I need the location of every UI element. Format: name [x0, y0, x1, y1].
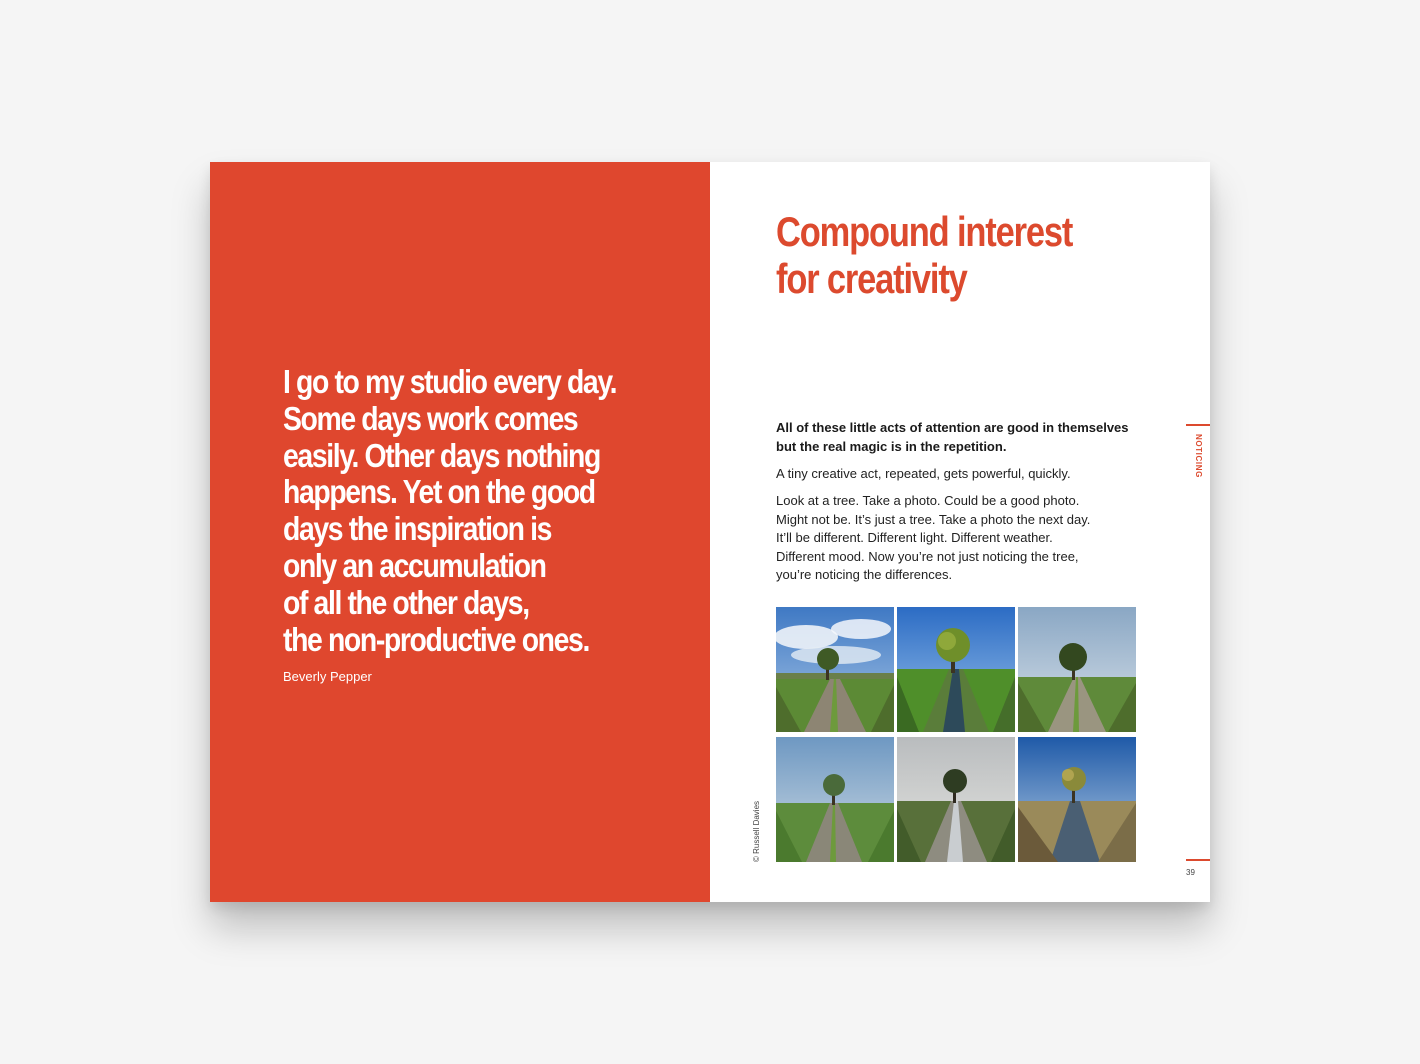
pull-quote [283, 364, 636, 658]
body-line: It’ll be different. Different light. Different weather. [776, 530, 1053, 545]
body-line: Might not be. It’s just a tree. Take a photo the next day. [776, 511, 1091, 527]
book-spread [210, 162, 1210, 902]
quote-line: days the inspiration is [283, 510, 551, 548]
quote-line: happens. Yet on the good [283, 473, 595, 511]
tree-photo-overcast [897, 737, 1015, 862]
quote-line: Some days work comes [283, 399, 578, 437]
tree-photo-blue-sky-autumn [1018, 737, 1136, 862]
body-line: Look at a tree. Take a photo. Could be a good photo. [776, 493, 1080, 508]
page-title [776, 208, 1129, 302]
body-line: you’re noticing the differences. [776, 567, 953, 582]
tree-photo-misty-morning [1018, 607, 1136, 732]
lead-paragraph [776, 418, 1156, 456]
section-marker-rule [1186, 424, 1210, 426]
quote-author: Beverly Pepper [283, 669, 372, 684]
right-page [710, 162, 1210, 902]
quote-line: the non-productive ones. [283, 620, 589, 658]
section-label: NOTICING [1194, 434, 1203, 478]
tree-photo-cloudy-sky [776, 607, 894, 732]
lead-line: All of these little acts of attention are good in themselves [776, 420, 1129, 435]
body-line: Different mood. Now you’re not just noticing the tree, [776, 548, 1079, 564]
title-line: Compound interest [776, 208, 1073, 255]
left-page [210, 162, 710, 902]
page-number: 39 [1186, 868, 1195, 877]
folio-rule [1186, 859, 1210, 861]
quote-line: of all the other days, [283, 583, 529, 621]
title-line: for creativity [776, 255, 967, 302]
body-paragraph-1: A tiny creative act, repeated, gets powerful, quickly. [776, 466, 1071, 481]
tree-photo-bright-sun [897, 607, 1015, 732]
lead-line: but the real magic is in the repetition. [776, 439, 1007, 454]
tree-photo-fog [776, 737, 894, 862]
quote-line: easily. Other days nothing [283, 436, 600, 474]
tree-photo-grid [776, 607, 1138, 863]
quote-line: only an accumulation [283, 546, 546, 584]
body-paragraph-2 [776, 492, 1090, 585]
photo-credit: © Russell Davies [752, 800, 761, 862]
quote-line: I go to my studio every day. [283, 363, 617, 400]
